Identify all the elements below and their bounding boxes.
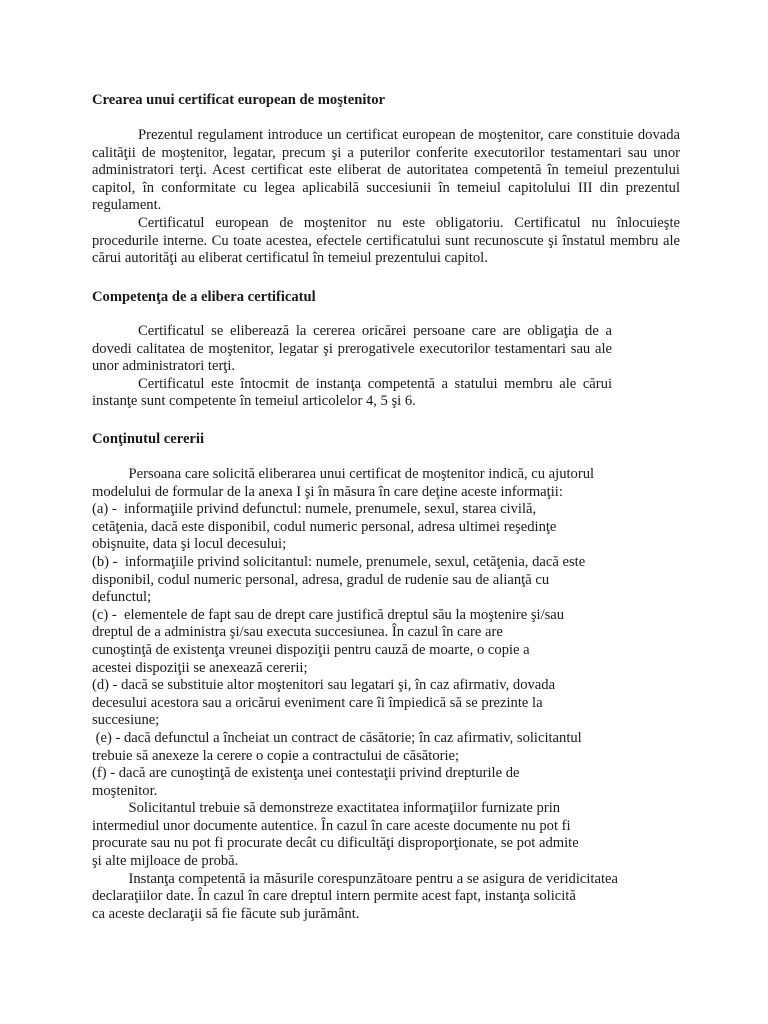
section-heading: Conţinutul cererii <box>92 431 205 447</box>
text-line: moştenitor. <box>92 782 158 799</box>
text-line: (c) - elementele de fapt sau de drept care justifică dreptul său la moştenire şi/sau <box>92 606 565 623</box>
text-line: (a) - informaţiile privind defunctul: numele, prenumele, sexul, starea civilă, <box>92 501 537 518</box>
text-line: obişnuite, data şi locul decesului; <box>92 536 287 553</box>
section-body <box>92 466 620 923</box>
text-line: ca aceste declaraţii să fie făcute sub jurământ. <box>92 905 360 922</box>
text-line: şi alte mijloace de probă. <box>92 853 239 870</box>
paragraph: Certificatul european de moştenitor nu este obligatoriu. Certificatul nu înlocuieşte procedurile interne. Cu toate acestea, efectele certificatului sunt recunoscute şi înstatul membru ale cărui autorităţi au eliberat certificatul în temeiul prezentului capitol. <box>92 214 680 267</box>
text-line: decesului acestora sau a oricărui eveniment care îi împiedică să se prezinte la <box>92 694 543 711</box>
paragraph: Certificatul se eliberează la cererea oricărei persoane care are obligaţia de a dovedi calitatea de moştenitor, legatar şi prerogativele executorilor testamentari sau ale unor administratori terţi. <box>92 323 612 375</box>
text-line: trebuie să anexeze la cerere o copie a contractului de căsătorie; <box>92 747 460 764</box>
text-line: disponibil, codul numeric personal, adresa, gradul de rudenie sau de alianţă cu <box>92 571 550 588</box>
text-line: modelului de formular de la anexa I şi în măsura în care deţine aceste informaţii: <box>92 483 563 500</box>
text-line: cetăţenia, dacă este disponibil, codul numeric personal, adresa ultimei reşedinţe <box>92 518 557 535</box>
text-line: Instanţa competentă ia măsurile corespunzătoare pentru a se asigura de veridicitatea <box>92 870 618 887</box>
text-line: Persoana care solicită eliberarea unui certificat de moştenitor indică, cu ajutorul <box>92 466 595 482</box>
text-line: defunctul; <box>92 589 152 606</box>
text-line: intermediul unor documente autentice. În cazul în care aceste documente nu pot fi <box>92 817 571 834</box>
text-line: (d) - dacă se substituie altor moştenitori sau legatari şi, în caz afirmativ, dovada <box>92 677 556 694</box>
text-line: dreptul de a administra şi/sau executa succesiunea. În cazul în care are <box>92 624 503 641</box>
section-heading: Competenţa de a elibera certificatul <box>92 289 316 305</box>
text-line: cunoştinţă de existenţa vreunei dispoziţii pentru cauză de moarte, o copie a <box>92 641 530 658</box>
text-line: acestei dispoziţii se anexează cererii; <box>92 659 308 676</box>
text-line: declaraţiilor date. În cazul în care dreptul intern permite acest fapt, instanţa solicită <box>92 888 576 905</box>
section-body <box>92 127 680 268</box>
text-line: procurate sau nu pot fi procurate decât cu dificultăţi disproporţionate, se pot admite <box>92 835 579 852</box>
text-line: Solicitantul trebuie să demonstreze exactitatea informaţiilor furnizate prin <box>92 800 561 817</box>
section-body <box>92 323 612 411</box>
paragraph: Certificatul este întocmit de instanţa competentă a statului membru ale cărui instanţe sunt competente în temeiul articolelor 4, 5 şi 6. <box>92 375 612 410</box>
text-line: (e) - dacă defunctul a încheiat un contract de căsătorie; în caz afirmativ, solicitantul <box>92 729 582 746</box>
text-line: succesiune; <box>92 712 160 729</box>
text-line: (f) - dacă are cunoştinţă de existenţa unei contestaţii privind drepturile de <box>92 765 520 782</box>
text-line: (b) - informaţiile privind solicitantul: numele, prenumele, sexul, cetăţenia, dacă este <box>92 553 586 570</box>
section-heading: Crearea unui certificat european de moştenitor <box>92 92 386 108</box>
paragraph: Prezentul regulament introduce un certificat european de moştenitor, care constituie dovada calităţii de moştenitor, legatar, precum şi a puterilor conferite executorilor testamentari sau unor administratori terţi. Acest certificat este eliberat de autoritatea competentă în temeiul prezentului capitol, în conformitate cu legea aplicabilă succesiunii în temeiul capitolului III din prezentul regulament. <box>92 127 680 214</box>
